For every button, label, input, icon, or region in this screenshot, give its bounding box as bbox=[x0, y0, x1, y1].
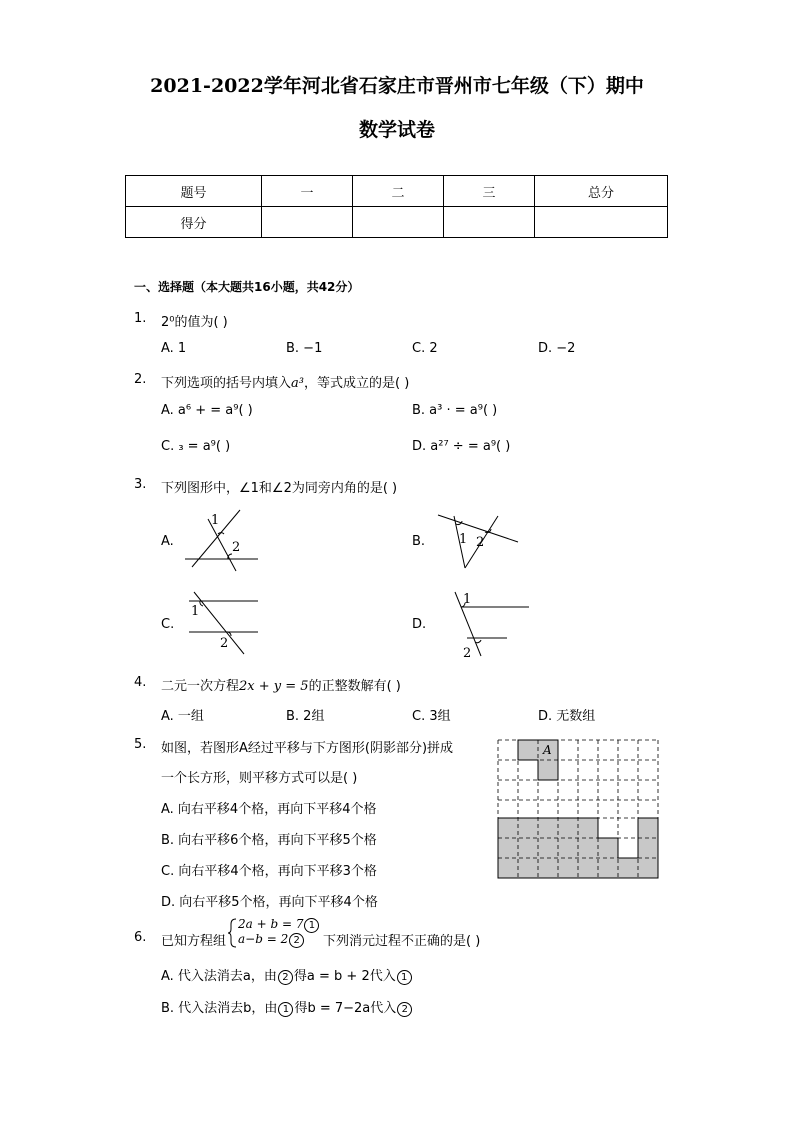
q2-option-b: B. a³ · = a⁹( ) bbox=[412, 403, 498, 418]
angle-2-label: 2 bbox=[463, 646, 472, 660]
q4-stem-part1: 二元一次方程 bbox=[161, 679, 240, 694]
q4-stem bbox=[161, 675, 401, 694]
q3-figure-d bbox=[437, 588, 533, 660]
q5-stem-line1: 如图，若图形A经过平移与下方图形(阴影部分)拼成 bbox=[161, 741, 454, 756]
q1-option-c: C. 2 bbox=[412, 341, 438, 356]
q4-option-c: C. 3组 bbox=[412, 709, 451, 724]
q3-figure-b bbox=[432, 510, 524, 572]
q3-figure-c bbox=[186, 590, 266, 658]
score-table bbox=[125, 175, 668, 238]
angle-1-label: 1 bbox=[463, 592, 472, 607]
q4-stem-part2: 的正整数解有( ) bbox=[308, 679, 401, 694]
angle-1-label: 1 bbox=[191, 604, 200, 619]
circle-1-icon: 1 bbox=[278, 1002, 293, 1017]
q3-label-c: C. bbox=[161, 617, 175, 632]
q2-stem-part1: 下列选项的括号内填入 bbox=[161, 376, 292, 391]
q2-option-c: C. ₃ = a⁹( ) bbox=[161, 439, 231, 454]
circle-2-icon: 2 bbox=[397, 1002, 412, 1017]
q2-option-d: D. a²⁷ ÷ = a⁹( ) bbox=[412, 439, 511, 454]
q5-option-c: C. 向右平移4个格，再向下平移3个格 bbox=[161, 864, 377, 879]
q3-stem: 下列图形中，∠1和∠2为同旁内角的是( ) bbox=[161, 481, 398, 496]
q3-label-a: A. bbox=[161, 534, 174, 549]
q3-label-d: D. bbox=[412, 617, 427, 632]
option-a-text2: 得a = b + 2代入 bbox=[293, 969, 396, 984]
q6-equation-2 bbox=[238, 932, 305, 948]
angle-2-label: 2 bbox=[232, 540, 241, 555]
angle-2-label: 2 bbox=[476, 535, 485, 550]
score-cell bbox=[535, 207, 668, 238]
section-heading: 一、选择题（本大题共16小题，共42分） bbox=[134, 280, 360, 294]
q2-stem-part2: ，等式成立的是( ) bbox=[303, 376, 410, 391]
figure-a-label: A bbox=[543, 743, 552, 757]
q2-number: 2. bbox=[134, 372, 147, 387]
score-cell: 二 bbox=[353, 176, 444, 207]
q1-option-d: D. −2 bbox=[538, 341, 576, 356]
q1-stem: 2⁰的值为( ) bbox=[161, 315, 228, 330]
q1-number: 1. bbox=[134, 311, 147, 326]
score-table-header-row bbox=[126, 176, 668, 207]
q5-grid-figure bbox=[496, 738, 660, 880]
q5-stem-line2: 一个长方形，则平移方式可以是( ) bbox=[161, 771, 358, 786]
score-cell bbox=[262, 207, 353, 238]
score-cell: 得分 bbox=[126, 207, 262, 238]
q6-number: 6. bbox=[134, 930, 147, 945]
q6-option-b bbox=[161, 997, 413, 1017]
q5-option-d: D. 向右平移5个格，再向下平移4个格 bbox=[161, 895, 378, 910]
q5-option-a: A. 向右平移4个格，再向下平移4个格 bbox=[161, 802, 377, 817]
q6-stem-part2: 下列消元过程不正确的是( ) bbox=[323, 934, 481, 949]
equation-1-text: 2a + b = 7 bbox=[238, 917, 304, 931]
score-cell: 题号 bbox=[126, 176, 262, 207]
q6-equation-1 bbox=[238, 917, 320, 933]
q1-option-b: B. −1 bbox=[286, 341, 323, 356]
q4-option-d: D. 无数组 bbox=[538, 709, 596, 724]
q1-option-a: A. 1 bbox=[161, 341, 187, 356]
q5-number: 5. bbox=[134, 737, 147, 752]
q6-stem-part1: 已知方程组 bbox=[161, 934, 227, 949]
circle-2-icon: 2 bbox=[278, 970, 293, 985]
circle-2-icon: 2 bbox=[289, 933, 304, 948]
score-cell: 总分 bbox=[535, 176, 668, 207]
exam-title-line2: 数学试卷 bbox=[358, 119, 435, 141]
equation-2-text: a−b = 2 bbox=[238, 932, 289, 946]
q3-label-b: B. bbox=[412, 534, 426, 549]
score-table-score-row bbox=[126, 207, 668, 238]
option-b-text1: B. 代入法消去b，由 bbox=[161, 1001, 278, 1016]
q2-option-a: A. a⁶ + = a⁹( ) bbox=[161, 403, 253, 418]
q4-equation: 2x + y = 5 bbox=[239, 679, 309, 694]
score-cell bbox=[353, 207, 444, 238]
angle-2-label: 2 bbox=[220, 636, 229, 651]
score-cell bbox=[444, 207, 535, 238]
circle-1-icon: 1 bbox=[397, 970, 412, 985]
q3-figure-a bbox=[180, 505, 270, 575]
brace-icon bbox=[228, 918, 238, 948]
circle-1-icon: 1 bbox=[304, 918, 319, 933]
score-cell: 一 bbox=[262, 176, 353, 207]
option-a-text1: A. 代入法消去a，由 bbox=[161, 969, 277, 984]
q5-option-b: B. 向右平移6个格，再向下平移5个格 bbox=[161, 833, 377, 848]
exam-title-line1: 2021-2022学年河北省石家庄市晋州市七年级（下）期中 bbox=[150, 75, 644, 97]
q4-option-a: A. 一组 bbox=[161, 709, 204, 724]
q2-stem bbox=[161, 372, 409, 391]
angle-1-label: 1 bbox=[459, 532, 468, 547]
q2-stem-variable: a³ bbox=[291, 376, 304, 391]
q4-number: 4. bbox=[134, 675, 147, 690]
q4-option-b: B. 2组 bbox=[286, 709, 325, 724]
score-cell: 三 bbox=[444, 176, 535, 207]
q3-number: 3. bbox=[134, 477, 147, 492]
angle-1-label: 1 bbox=[211, 513, 220, 528]
option-b-text2: 得b = 7−2a代入 bbox=[294, 1001, 397, 1016]
q6-option-a bbox=[161, 965, 413, 985]
